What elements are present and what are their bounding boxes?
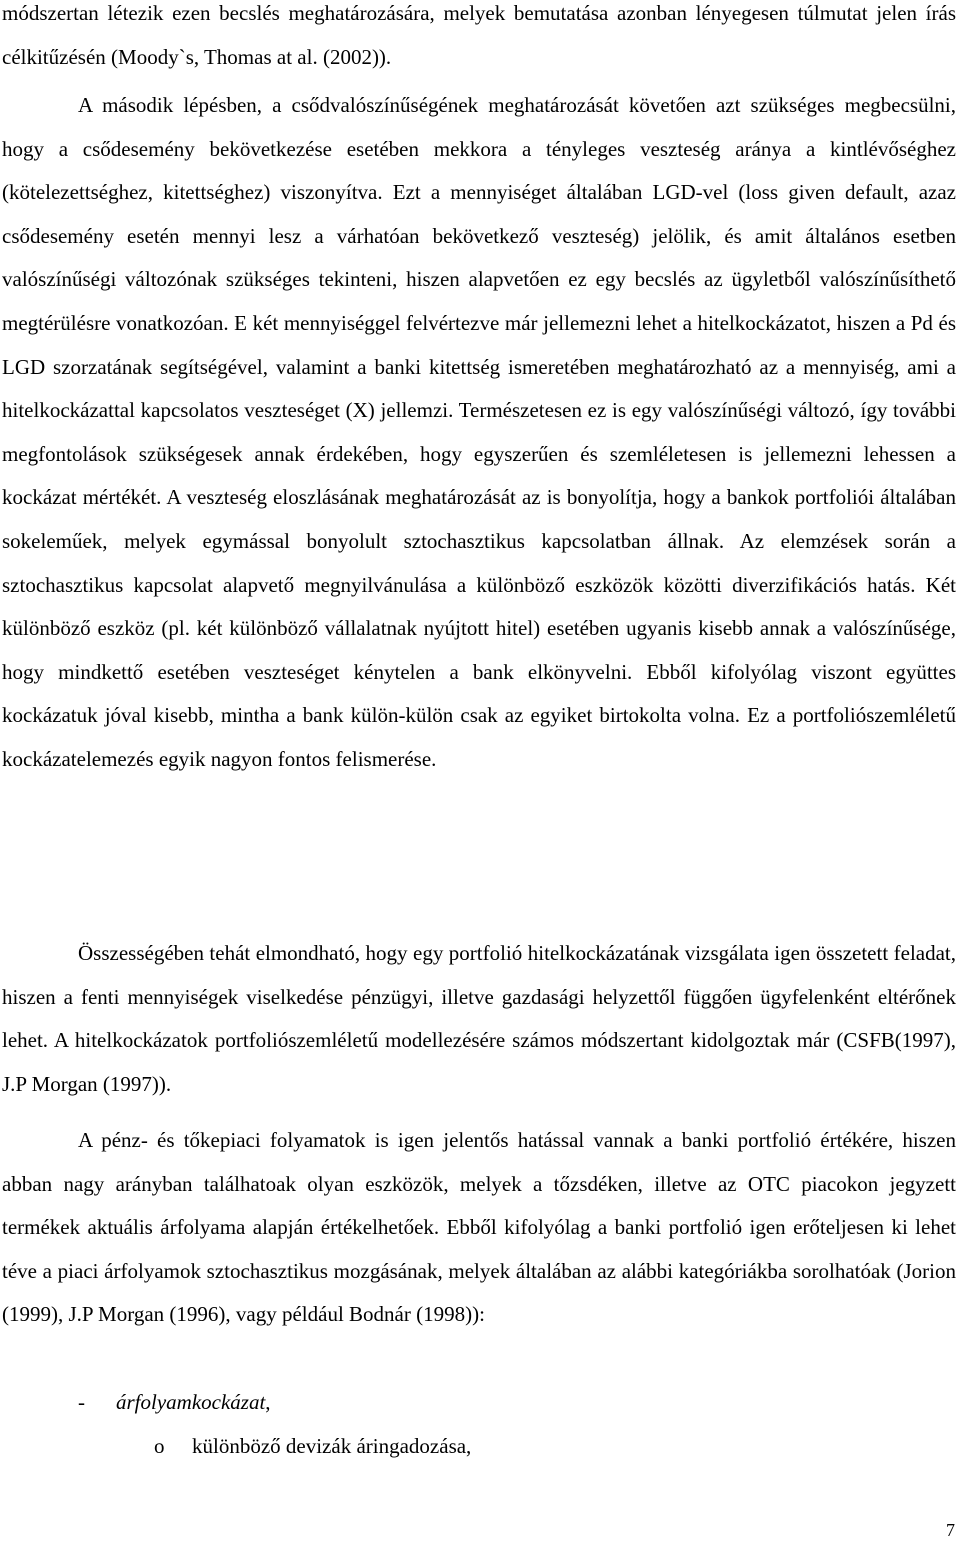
sublist-bullet-marker: o xyxy=(154,1434,165,1458)
list-item-suffix: , xyxy=(265,1390,271,1414)
list-item-exchange-rate-risk xyxy=(78,1388,271,1416)
list-item-label: árfolyamkockázat xyxy=(116,1390,266,1414)
sublist-item-currency-fluctuation xyxy=(154,1432,471,1460)
paragraph-summary: Összességében tehát elmondható, hogy egy portfolió hitelkockázatának vizsgálata igen összetett feladat, hiszen a fenti mennyiségek viselkedése pénzügyi, illetve gazdasági helyzettől függően ügyfelenként eltérőnek lehet. A hitelkockázatok portfoliószemléletű modellezésére számos módszertant kidolgoztak már (CSFB(1997), J.P Morgan (1997)). xyxy=(2,941,956,1096)
list-dash-marker: - xyxy=(78,1390,85,1414)
paragraph-continuation: módszertan létezik ezen becslés meghatározására, melyek bemutatása azonban lényegesen túlmutat jelen írás célkitűzésén (Moody`s, Thomas at al. (2002)). xyxy=(2,1,956,69)
page-number: 7 xyxy=(946,1520,955,1540)
paragraph-market-risk: A pénz- és tőkepiaci folyamatok is igen jelentős hatással vannak a banki portfolió értékére, hiszen abban nagy arányban találhatoak olyan eszközök, melyek a tőzsdéken, illetve az OTC piacokon jegyzett termékek aktuális árfolyama alapján értékelhetőek. Ebből kifolyólag a banki portfolió igen erőteljesen ki lehet téve a piaci árfolyamok sztochasztikus mozgásának, melyek általában az alábbi kategóriákba sorolhatóak (Jorion (1999), J.P Morgan (1996), vagy például Bodnár (1998)): xyxy=(2,1128,956,1327)
sublist-item-label: különböző devizák áringadozása, xyxy=(192,1434,472,1458)
paragraph-lgd: A második lépésben, a csődvalószínűségének meghatározását követően azt szükséges megbecsülni, hogy a csődesemény bekövetkezése esetében mekkora a tényleges veszteség aránya a kintlévőséghez (kötelezettséghez, kitettséghez) viszonyítva. Ezt a mennyiséget általában LGD-vel (loss given default, azaz csődesemény esetén mennyi lesz a várhatóan bekövetkező veszteség) jelölik, és amit általános esetben valószínűségi változónak szükséges tekinteni, hiszen alapvetően ez egy becslés az ügyletből valószínűsíthető megtérülésre vonatkozóan. E két mennyiséggel felvértezve már jellemezni lehet a hitelkockázatot, hiszen a Pd és LGD szorzatának segítségével, valamint a banki kitettség ismeretében meghatározható az a mennyiség, ami a hitelkockázattal kapcsolatos veszteséget (X) jellemzi. Természetesen ez is egy valószínűségi változó, így további megfontolások szükségesek annak érdekében, hogy egyszerűen és szemléletesen is jellemezni lehessen a kockázat mértékét. A veszteség eloszlásának meghatározását az is bonyolítja, hogy a bankok portfoliói általában sokeleműek, melyek egymással bonyolult sztochasztikus kapcsolatban állnak. Az elemzések során a sztochasztikus kapcsolat alapvető megnyilvánulása a különböző eszközök közötti diverzifikációs hatás. Két különböző eszköz (pl. két különböző vállalatnak nyújtott hitel) esetében ugyanis kisebb annak a valószínűsége, hogy mindkettő esetében veszteséget kénytelen a bank elkönyvelni. Ebből kifolyólag viszont együttes kockázatuk jóval kisebb, mintha a bank külön-külön csak az egyiket birtokolta volna. Ez a portfoliószemléletű kockázatelemezés egyik nagyon fontos felismerése. xyxy=(2,93,956,771)
